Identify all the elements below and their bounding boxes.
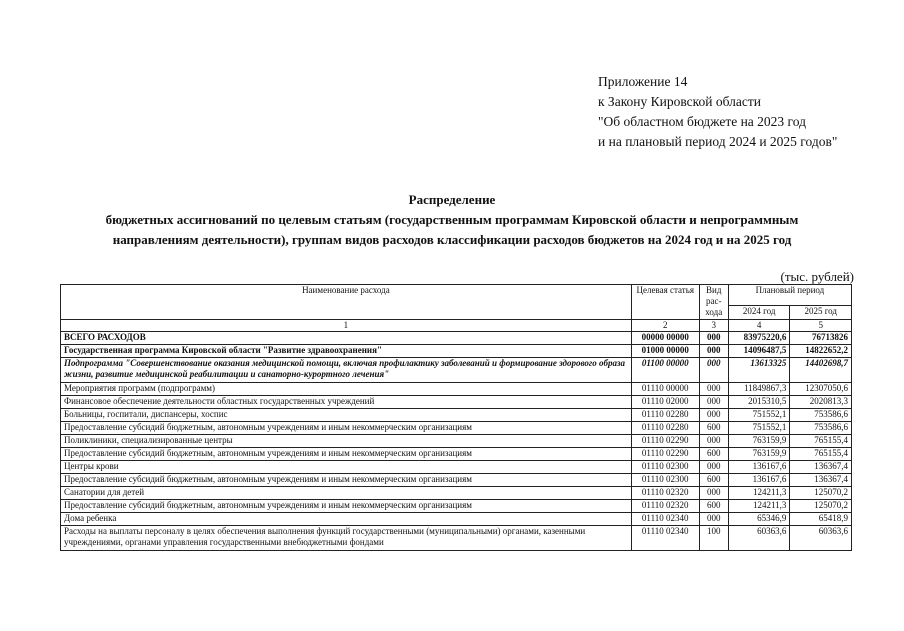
row-code: 01110 02000 (631, 396, 699, 409)
row-vid: 000 (699, 383, 728, 396)
row-vid: 000 (699, 332, 728, 345)
row-2024: 751552,1 (728, 422, 790, 435)
row-vid: 000 (699, 345, 728, 358)
row-vid: 000 (699, 435, 728, 448)
row-name: Больницы, госпитали, диспансеры, хоспис (61, 409, 632, 422)
index-cell: 4 (728, 320, 790, 332)
document-subtitle-line-1: бюджетных ассигнований по целевым статьям (государственным программам Кировской области и непрограммным (105, 212, 799, 227)
header-plan: Плановый период (728, 285, 851, 306)
row-vid: 600 (699, 500, 728, 513)
table-row (61, 487, 852, 500)
row-2024: 124211,3 (728, 487, 790, 500)
document-subtitle-line-2: направлениям деятельности), группам видов расходов классификации расходов бюджетов на 2024 год и на 2025 год (112, 232, 792, 247)
row-2025: 2020813,3 (790, 396, 852, 409)
table-row (61, 422, 852, 435)
row-2024: 83975220,6 (728, 332, 790, 345)
row-vid: 000 (699, 396, 728, 409)
row-2024: 763159,9 (728, 448, 790, 461)
header-name: Наименование расхода (61, 285, 632, 320)
row-2025: 65418,9 (790, 513, 852, 526)
row-name: Расходы на выплаты персоналу в целях обеспечения выполнения функций государственными (муниципальными) органами, казенными учреждениями, органами управления государственными внебюджетными фондами (61, 526, 632, 551)
row-2024: 751552,1 (728, 409, 790, 422)
table-row (61, 332, 852, 345)
row-name: Поликлиники, специализированные центры (61, 435, 632, 448)
row-name: Предоставление субсидий бюджетным, автономным учреждениям и иным некоммерческим организациям (61, 422, 632, 435)
table-row (61, 513, 852, 526)
row-name: Центры крови (61, 461, 632, 474)
appendix-line-4: и на плановый период 2024 и 2025 годов" (598, 134, 838, 149)
row-code: 01110 02290 (631, 435, 699, 448)
row-name: Мероприятия программ (подпрограмм) (61, 383, 632, 396)
table-row (61, 345, 852, 358)
row-2025: 76713826 (790, 332, 852, 345)
row-2025: 125070,2 (790, 487, 852, 500)
row-2025: 136367,4 (790, 461, 852, 474)
row-2025: 136367,4 (790, 474, 852, 487)
row-vid: 000 (699, 513, 728, 526)
row-2024: 763159,9 (728, 435, 790, 448)
row-2024: 136167,6 (728, 461, 790, 474)
table-row (61, 409, 852, 422)
row-name: Предоставление субсидий бюджетным, автономным учреждениям и иным некоммерческим организациям (61, 474, 632, 487)
appendix-header (598, 72, 837, 152)
header-code: Целевая статья (631, 285, 699, 320)
row-code: 01110 02320 (631, 487, 699, 500)
index-cell: 5 (790, 320, 852, 332)
row-vid: 100 (699, 526, 728, 551)
budget-table (60, 284, 852, 551)
row-2025: 14822652,2 (790, 345, 852, 358)
row-2025: 12307050,6 (790, 383, 852, 396)
row-vid: 000 (699, 358, 728, 383)
row-name: Предоставление субсидий бюджетным, автономным учреждениям и иным некоммерческим организациям (61, 500, 632, 513)
row-2024: 13613325 (728, 358, 790, 383)
table-row (61, 474, 852, 487)
row-vid: 600 (699, 448, 728, 461)
row-2024: 11849867,3 (728, 383, 790, 396)
row-2025: 753586,6 (790, 422, 852, 435)
row-2024: 124211,3 (728, 500, 790, 513)
index-cell: 2 (631, 320, 699, 332)
document-title: Распределение (408, 192, 496, 207)
row-vid: 600 (699, 422, 728, 435)
row-name: Государственная программа Кировской области "Развитие здравоохранения" (61, 345, 632, 358)
table-row (61, 435, 852, 448)
row-code: 01110 02280 (631, 409, 699, 422)
row-code: 01110 00000 (631, 383, 699, 396)
row-code: 00000 00000 (631, 332, 699, 345)
row-code: 01110 02290 (631, 448, 699, 461)
row-2025: 14402698,7 (790, 358, 852, 383)
row-name: Дома ребенка (61, 513, 632, 526)
row-vid: 000 (699, 461, 728, 474)
row-2025: 125070,2 (790, 500, 852, 513)
row-code: 01110 02300 (631, 461, 699, 474)
row-2025: 753586,6 (790, 409, 852, 422)
index-cell: 3 (699, 320, 728, 332)
header-vid: Вид рас-хода (699, 285, 728, 320)
appendix-line-3: "Об областном бюджете на 2023 год (598, 114, 806, 129)
header-2024: 2024 год (728, 306, 790, 320)
row-code: 01110 02300 (631, 474, 699, 487)
row-code: 01110 02280 (631, 422, 699, 435)
row-2024: 60363,6 (728, 526, 790, 551)
row-code: 01110 02320 (631, 500, 699, 513)
row-code: 01110 02340 (631, 526, 699, 551)
row-2024: 65346,9 (728, 513, 790, 526)
table-row (61, 396, 852, 409)
row-vid: 000 (699, 409, 728, 422)
row-code: 01100 00000 (631, 358, 699, 383)
table-row (61, 383, 852, 396)
row-2024: 136167,6 (728, 474, 790, 487)
row-2025: 765155,4 (790, 435, 852, 448)
table-row (61, 500, 852, 513)
row-vid: 600 (699, 474, 728, 487)
units-label: (тыс. рублей) (780, 269, 854, 284)
index-cell: 1 (61, 320, 632, 332)
row-2025: 60363,6 (790, 526, 852, 551)
row-name: Санатории для детей (61, 487, 632, 500)
table-row (61, 448, 852, 461)
table-row (61, 461, 852, 474)
header-2025: 2025 год (790, 306, 852, 320)
row-name: Финансовое обеспечение деятельности областных государственных учреждений (61, 396, 632, 409)
row-2024: 14096487,5 (728, 345, 790, 358)
row-2024: 2015310,5 (728, 396, 790, 409)
row-name: Подпрограмма "Совершенствование оказания медицинской помощи, включая профилактику заболеваний и формирование здорового образа жизни, развитие медицинской реабилитации и санаторно-курортного лечения" (61, 358, 632, 383)
row-2025: 765155,4 (790, 448, 852, 461)
appendix-line-1: Приложение 14 (598, 74, 688, 89)
row-vid: 000 (699, 487, 728, 500)
row-name: ВСЕГО РАСХОДОВ (61, 332, 632, 345)
table-row (61, 526, 852, 551)
appendix-line-2: к Закону Кировской области (598, 94, 762, 109)
row-code: 01110 02340 (631, 513, 699, 526)
row-name: Предоставление субсидий бюджетным, автономным учреждениям и иным некоммерческим организациям (61, 448, 632, 461)
row-code: 01000 00000 (631, 345, 699, 358)
table-row (61, 358, 852, 383)
